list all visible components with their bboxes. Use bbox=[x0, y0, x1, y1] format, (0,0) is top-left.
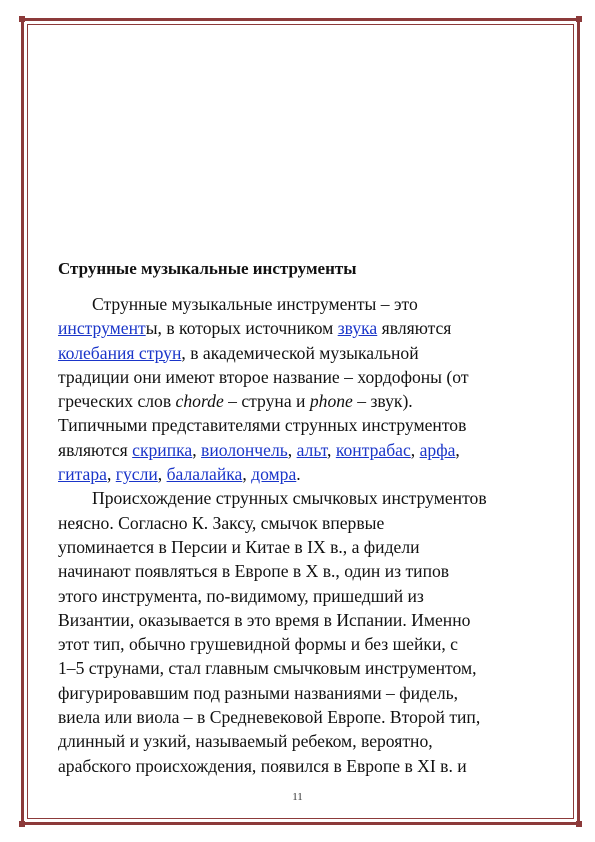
text-line: являются скрипка, виолончель, альт, контрабас, арфа, bbox=[58, 439, 460, 460]
greek-word-phone: phone bbox=[309, 391, 353, 412]
period: . bbox=[296, 464, 301, 485]
separator: , bbox=[242, 464, 252, 485]
text-line: традиции они имеют второе название – хордофоны (от bbox=[58, 366, 469, 387]
text-line bbox=[58, 462, 546, 486]
link-domra[interactable]: домра bbox=[251, 464, 297, 485]
text-span: Струнные музыкальные инструменты – это bbox=[92, 294, 418, 314]
link-gusli[interactable]: гусли bbox=[115, 464, 158, 485]
text-line: упоминается в Персии и Китае в IX в., а фидели bbox=[58, 536, 420, 557]
border-corner-bottom-right bbox=[576, 821, 582, 827]
text-span: – струна и bbox=[223, 391, 310, 412]
text-line: Типичными представителями струнных инструментов bbox=[58, 415, 467, 436]
text-line bbox=[58, 316, 546, 340]
link-string-vibration[interactable]: колебания струн bbox=[58, 342, 182, 363]
page-number: 11 bbox=[292, 791, 303, 803]
text-span: ы, в которых источником bbox=[145, 318, 338, 339]
separator: , bbox=[157, 464, 167, 485]
text-line: этого инструмента, по-видимому, пришедший из bbox=[58, 585, 424, 606]
link-guitar[interactable]: гитара bbox=[58, 464, 107, 485]
text-span: , в академической музыкальной bbox=[181, 342, 419, 363]
text-span: являются bbox=[377, 318, 452, 339]
text-line: длинный и узкий, называемый ребеком, вероятно, bbox=[58, 731, 433, 752]
border-corner-top-left bbox=[19, 16, 25, 22]
border-corner-bottom-left bbox=[19, 821, 25, 827]
section-heading: Струнные музыкальные инструменты bbox=[58, 259, 357, 278]
link-sound[interactable]: звука bbox=[337, 318, 378, 339]
link-harp[interactable]: арфа bbox=[419, 439, 456, 460]
link-cello[interactable]: виолончель bbox=[201, 439, 288, 460]
text-line: этот тип, обычно грушевидной формы и без шейки, с bbox=[58, 634, 458, 655]
text-line bbox=[58, 292, 546, 316]
separator: , bbox=[287, 439, 297, 460]
text-span: являются bbox=[58, 439, 133, 460]
text-line: фигурировавшим под разными названиями – фидель, bbox=[58, 682, 459, 703]
separator: , bbox=[192, 439, 202, 460]
border-corner-top-right bbox=[576, 16, 582, 22]
text-span: – звук). bbox=[352, 391, 413, 412]
link-viola[interactable]: альт bbox=[296, 439, 328, 460]
greek-word-chorde: chorde bbox=[175, 391, 224, 412]
text-line bbox=[58, 341, 546, 365]
link-instrument[interactable]: инструмент bbox=[58, 318, 146, 339]
text-line: Византии, оказывается в это время в Испании. Именно bbox=[58, 609, 471, 630]
separator: , bbox=[327, 439, 336, 460]
text-line: Происхождение струнных смычковых инструментов bbox=[92, 488, 487, 509]
text-line bbox=[58, 389, 546, 413]
text-line: неясно. Согласно К. Заксу, смычок впервые bbox=[58, 512, 385, 533]
text-line: 1–5 струнами, стал главным смычковым инструментом, bbox=[58, 658, 477, 679]
link-double-bass[interactable]: контрабас bbox=[335, 439, 411, 460]
separator: , bbox=[106, 464, 116, 485]
text-line: арабского происхождения, появился в Европе в XI в. и bbox=[58, 755, 467, 776]
text-line: виела или виола – в Средневековой Европе. Второй тип, bbox=[58, 707, 481, 728]
link-violin[interactable]: скрипка bbox=[132, 439, 193, 460]
text-line: начинают появляться в Европе в X в., один из типов bbox=[58, 561, 450, 582]
body-text bbox=[58, 292, 546, 778]
separator: , bbox=[410, 439, 420, 460]
text-span: греческих слов bbox=[58, 391, 176, 412]
link-balalaika[interactable]: балалайка bbox=[166, 464, 243, 485]
